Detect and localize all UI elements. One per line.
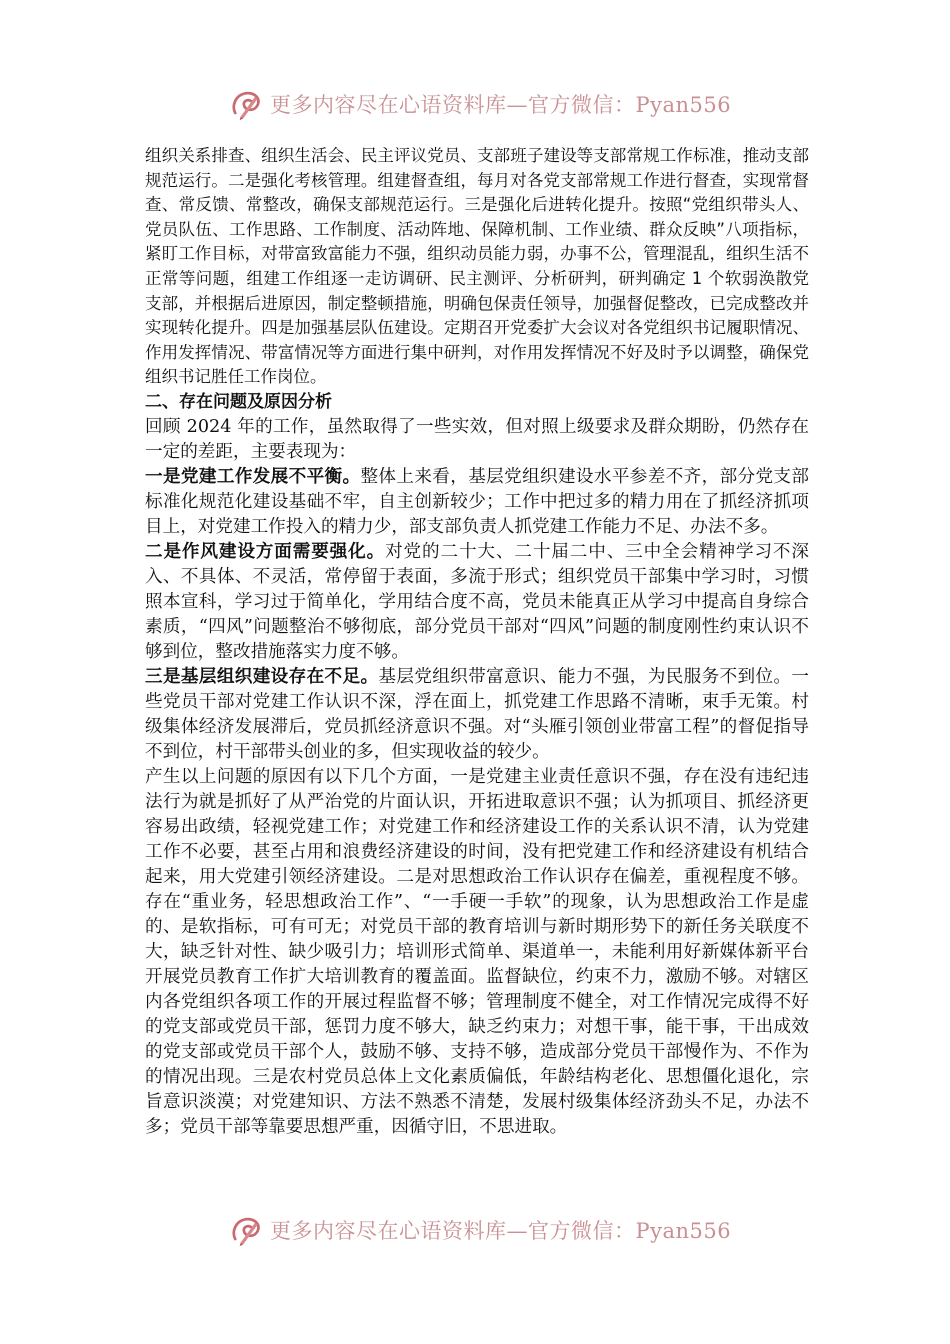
problem-paragraph-2	[145, 540, 809, 665]
document-body	[145, 144, 809, 1140]
problem-lead: 一是党建工作发展不平衡。	[145, 466, 361, 487]
watermark-text: 更多内容尽在心语资料库—官方微信：Pyan556	[270, 93, 732, 117]
cause-paragraph: 产生以上问题的原因有以下几个方面，一是党建主业责任意识不强，存在没有违纪违法行为就是抓好了从严治党的片面认识，开拓进取意识不强；认为抓项目、抓经济更容易出政绩，轻视党建工作；对党建工作和经济建设工作的关系认识不清，认为党建工作不必要，甚至占用和浪费经济建设的时间，没有把党建工作和经济建设有机结合起来，用大党建引领经济建设。二是对思想政治工作认识存在偏差，重视程度不够。存在“重业务，轻思想政治工作”、“一手硬一手软”的现象，认为思想政治工作是虚的、是软指标，可有可无；对党员干部的教育培训与新时期形势下的新任务关联度不大，缺乏针对性、缺少吸引力；培训形式简单、渠道单一，未能利用好新媒体新平台开展党员教育工作扩大培训教育的覆盖面。监督缺位，约束不力，激励不够。对辖区内各党组织各项工作的开展过程监督不够；管理制度不健全，对工作情况完成得不好的党支部或党员干部，惩罚力度不够大，缺乏约束力；对想干事，能干事，干出成效的党支部或党员干部个人，鼓励不够、支持不够，造成部分党员干部慢作为、不作为的情况出现。三是农村党员总体上文化素质偏低，年龄结构老化、思想僵化退化，宗旨意识淡漠；对党建知识、方法不熟悉不清楚，发展村级集体经济劲头不足，办法不多；党员干部等靠要思想严重，因循守旧，不思进取。	[145, 766, 809, 1137]
section-heading: 二、存在问题及原因分析	[145, 391, 332, 412]
problem-paragraph-1	[145, 465, 809, 540]
problem-lead: 二是作风建设方面需要强化。	[145, 541, 386, 562]
watermark-text: 更多内容尽在心语资料库—官方微信：Pyan556	[270, 1219, 732, 1243]
problem-paragraph-3	[145, 665, 809, 765]
footer-watermark	[228, 1210, 748, 1250]
problem-lead: 三是基层组织建设存在不足。	[145, 666, 379, 687]
pen-swirl-logo-icon	[228, 1212, 264, 1248]
header-watermark	[228, 84, 748, 124]
review-paragraph: 回顾 2024 年的工作，虽然取得了一些实效，但对照上级要求及群众期盼，仍然存在一定的差距，主要表现为：	[145, 416, 809, 462]
problem-body: 基层党组织带富意识、能力不强，为民服务不到位。一些党员干部对党建工作认识不深，浮在面上，抓党建工作思路不清晰，束手无策。村级集体经济发展滞后，党员抓经济意识不强。对“头雁引领创业带富工程”的督促指导不到位，村干部带头创业的多，但实现收益的较少。	[145, 666, 809, 762]
problem-body: 整体上来看，基层党组织建设水平参差不齐，部分党支部标准化规范化建设基础不牢，自主创新较少；工作中把过多的精力用在了抓经济抓项目上，对党建工作投入的精力少，部支部负责人抓党建工作能力不足、办法不多。	[145, 466, 809, 537]
pen-swirl-logo-icon	[228, 86, 264, 122]
intro-paragraph: 组织关系排查、组织生活会、民主评议党员、支部班子建设等支部常规工作标准，推动支部规范运行。二是强化考核管理。组建督查组，每月对各党支部常规工作进行督查，实现常督查、常反馈、常整改，确保支部规范运行。三是强化后进转化提升。按照“党组织带头人、党员队伍、工作思路、工作制度、活动阵地、保障机制、工作业绩、群众反映”八项指标，紧盯工作目标，对带富致富能力不强，组织动员能力弱，办事不公，管理混乱，组织生活不正常等问题，组建工作组逐一走访调研、民主测评、分析研判，研判确定 1 个软弱涣散党支部，并根据后进原因，制定整顿措施，明确包保责任领导，加强督促整改，已完成整改并实现转化提升。四是加强基层队伍建设。定期召开党委扩大会议对各党组织书记履职情况、作用发挥情况、带富情况等方面进行集中研判，对作用发挥情况不好及时予以调整，确保党组织书记胜任工作岗位。	[145, 146, 809, 387]
problem-body: 对党的二十大、二十届二中、三中全会精神学习不深入、不具体、不灵活，常停留于表面，多流于形式；组织党员干部集中学习时，习惯照本宣科，学习过于简单化，学用结合度不高，党员未能真正从学习中提高自身综合素质，“四风”问题整治不够彻底，部分党员干部对“四风”问题的制度刚性约束认识不够到位，整改措施落实力度不够。	[145, 541, 809, 662]
